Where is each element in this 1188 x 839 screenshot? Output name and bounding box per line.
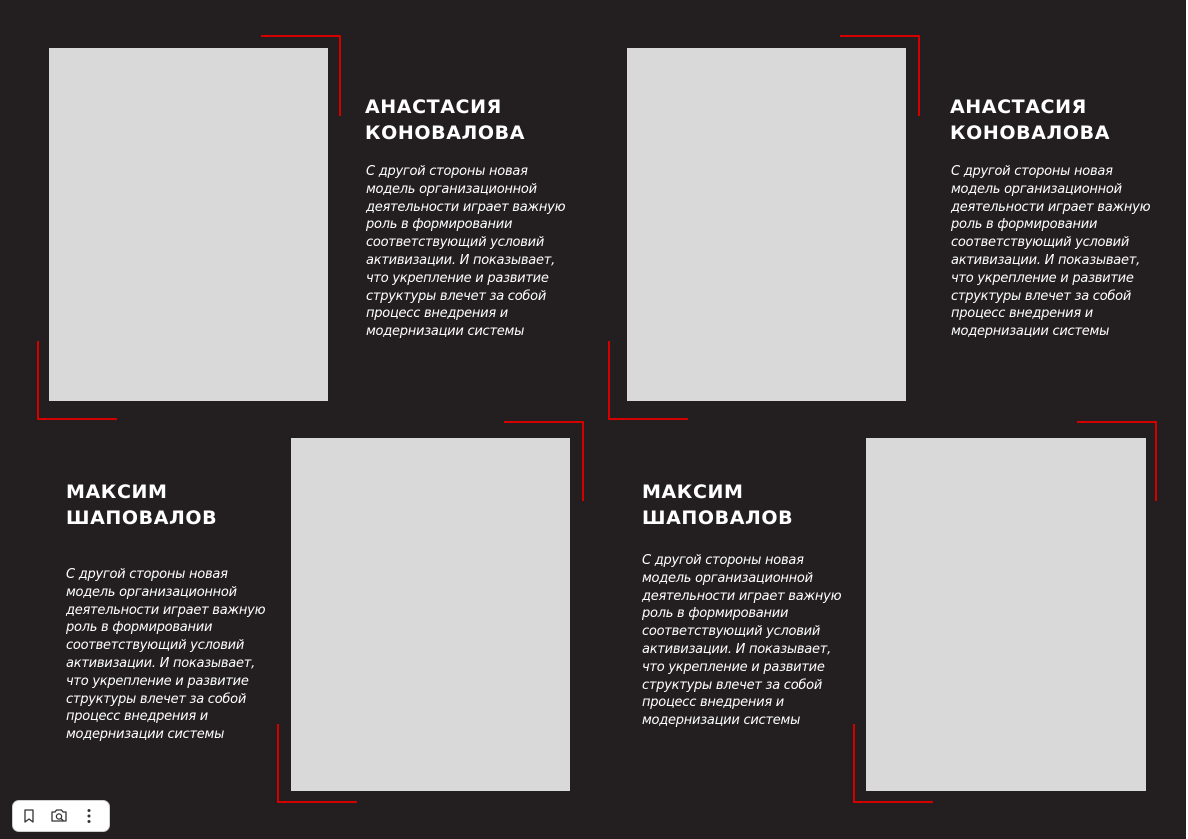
photo-placeholder xyxy=(291,438,570,791)
corner-accent-bottom-vertical xyxy=(608,341,610,420)
bookmark-button[interactable] xyxy=(15,802,43,830)
person-name-line1: АНАСТАСИЯ xyxy=(365,96,502,118)
corner-accent-top-horizontal xyxy=(504,421,584,423)
corner-accent-top-horizontal xyxy=(261,35,341,37)
person-name-line2: ШАПОВАЛОВ xyxy=(66,507,218,529)
person-bio: С другой стороны новая модель организационной деятельности играет важную роль в формировании соответствующий условий активизации. И показывает, что укрепление и развитие структуры влечет за собой процесс внедрения и модернизации системы xyxy=(366,164,566,340)
visual-search-button[interactable] xyxy=(45,802,73,830)
photo-placeholder xyxy=(866,438,1146,791)
more-vertical-icon xyxy=(87,808,91,824)
person-name xyxy=(66,479,217,531)
person-name-line1: МАКСИМ xyxy=(642,481,744,503)
corner-accent-top-horizontal xyxy=(1077,421,1157,423)
corner-accent-bottom-horizontal xyxy=(853,801,933,803)
viewer-toolbar xyxy=(13,801,109,831)
corner-accent-bottom-vertical xyxy=(853,724,855,803)
corner-accent-bottom-horizontal xyxy=(608,418,688,420)
person-name xyxy=(950,94,1110,146)
corner-accent-bottom-vertical xyxy=(37,341,39,420)
bookmark-icon xyxy=(23,809,35,823)
corner-accent-top-horizontal xyxy=(840,35,920,37)
camera-search-icon xyxy=(50,808,68,824)
person-name-line2: ШАПОВАЛОВ xyxy=(642,507,794,529)
photo-placeholder xyxy=(627,48,906,401)
person-name-line2: КОНОВАЛОВА xyxy=(365,122,526,144)
person-name-line1: АНАСТАСИЯ xyxy=(950,96,1087,118)
corner-accent-bottom-horizontal xyxy=(277,801,357,803)
corner-accent-top-vertical xyxy=(582,421,584,501)
person-bio: С другой стороны новая модель организационной деятельности играет важную роль в формировании соответствующий условий активизации. И показывает, что укрепление и развитие структуры влечет за собой процесс внедрения и модернизации системы xyxy=(66,567,266,743)
corner-accent-bottom-horizontal xyxy=(37,418,117,420)
person-name xyxy=(365,94,525,146)
person-bio: С другой стороны новая модель организационной деятельности играет важную роль в формировании соответствующий условий активизации. И показывает, что укрепление и развитие структуры влечет за собой процесс внедрения и модернизации системы xyxy=(642,553,842,729)
photo-placeholder xyxy=(49,48,328,401)
person-bio: С другой стороны новая модель организационной деятельности играет важную роль в формировании соответствующий условий активизации. И показывает, что укрепление и развитие структуры влечет за собой процесс внедрения и модернизации системы xyxy=(951,164,1151,340)
more-options-button[interactable] xyxy=(75,802,103,830)
person-name-line1: МАКСИМ xyxy=(66,481,168,503)
corner-accent-bottom-vertical xyxy=(277,724,279,803)
corner-accent-top-vertical xyxy=(1155,421,1157,501)
person-name xyxy=(642,479,793,531)
corner-accent-top-vertical xyxy=(339,35,341,116)
person-name-line2: КОНОВАЛОВА xyxy=(950,122,1111,144)
corner-accent-top-vertical xyxy=(918,35,920,116)
